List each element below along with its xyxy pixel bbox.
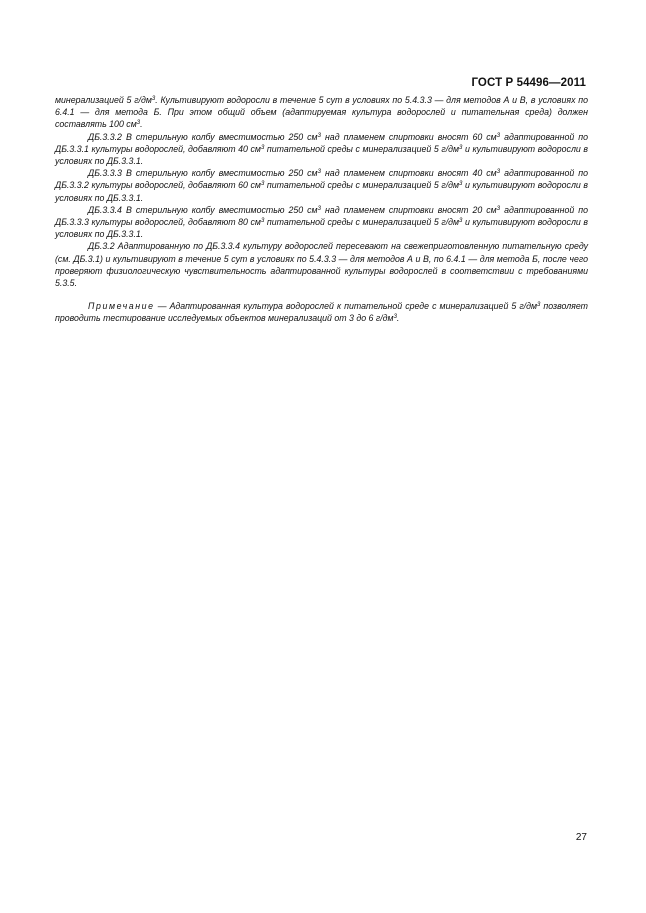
document-code-header: ГОСТ Р 54496—2011	[471, 77, 586, 89]
paragraph-continuation: минерализацией 5 $г/дм^3$. Культивируют водоросли в течение 5 сут в условиях по 5.4.3.3 — для методов А и В, в условиях по 6.4.1 — для метода Б. При этом общий объем (адаптируемая культура водорослей и питательная среда) должен составлять 100 $см^3$.	[55, 95, 588, 130]
paragraph-db-3-3-2: ДБ.3.3.2 В стерильную колбу вместимостью 250 $см^3$ над пламенем спиртовки вносят 60 $см^3$ адаптированной по ДБ.3.3.1 культуры водорослей, добавляют 40 $см^3$ питательной среды с минерализацией 5 $г/дм^3$ и культивируют водоросли в условиях по ДБ.3.3.1.	[55, 131, 588, 167]
paragraph-db-3-2: ДБ.3.2 Адаптированную по ДБ.3.3.4 культуру водорослей пересевают на свежеприготовленную питательную среду (см. ДБ.3.1) и культивируют в течение 5 сут в условиях по 5.4.3.3 — для методов А и В, по 6.4.1 — для метода Б, после чего проверяют физиологическую чувствительность адаптированной культуры водорослей в соответствии с требованиями 5.3.5.	[55, 241, 588, 289]
paragraph-db-3-3-4: ДБ.3.3.4 В стерильную колбу вместимостью 250 $см^3$ над пламенем спиртовки вносят 20 $см^3$ адаптированной по ДБ.3.3.3 культуры водорослей, добавляют 80 $см^3$ питательной среды с минерализацией 5 $г/дм^3$ и культивируют водоросли в условиях по ДБ.3.3.1.	[55, 204, 588, 240]
note-label: Примечание	[88, 301, 155, 312]
document-body	[55, 94, 588, 325]
page-number: 27	[575, 832, 587, 843]
note-paragraph: Примечание — Адаптированная культура водорослей к питательной среде с минерализацией 5 $г/дм^3$ позволяет проводить тестирование исследуемых объектов минерализаций от 3 до 6 $г/дм^3$.	[55, 301, 588, 324]
paragraph-db-3-3-3: ДБ.3.3.3 В стерильную колбу вместимостью 250 $см^3$ над пламенем спиртовки вносят 40 $см^3$ адаптированной по ДБ.3.3.2 культуры водорослей, добавляют 60 $см^3$ питательной среды с минерализацией 5 $г/дм^3$ и культивируют водоросли в условиях по ДБ.3.3.1.	[55, 168, 588, 203]
